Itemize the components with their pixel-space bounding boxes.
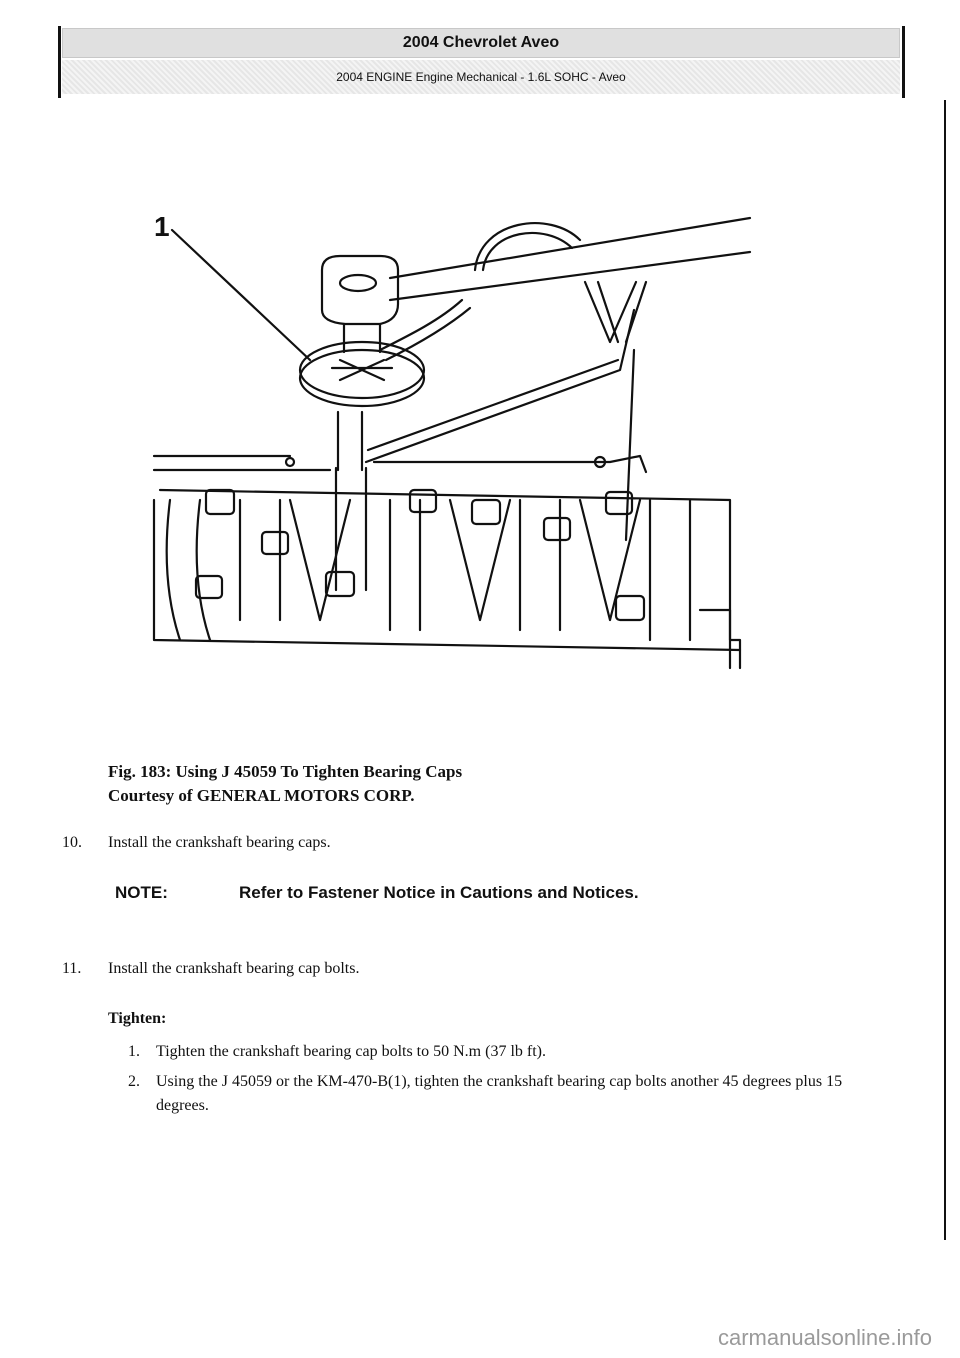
note-block xyxy=(115,880,699,905)
step-number: 10. xyxy=(62,834,82,851)
document-subtitle: 2004 ENGINE Engine Mechanical - 1.6L SOHC - Aveo xyxy=(62,60,900,94)
substep-text: Using the J 45059 or the KM-470-B(1), tighten the crankshaft bearing cap bolts another 45 degrees plus 15 degrees. xyxy=(156,1073,843,1114)
header-right-rule xyxy=(902,26,905,98)
watermark: carmanualsonline.info xyxy=(717,1325,932,1350)
figure-caption-title: Fig. 183: Using J 45059 To Tighten Bearing Caps xyxy=(108,762,463,781)
step-text: Install the crankshaft bearing cap bolts. xyxy=(108,960,360,977)
list-item xyxy=(128,1070,898,1118)
note-label: NOTE: xyxy=(115,883,168,902)
substep-number: 1. xyxy=(128,1043,140,1060)
figure-caption xyxy=(108,760,462,808)
page-right-rule xyxy=(944,100,946,1240)
step-number: 11. xyxy=(62,960,82,977)
crankshaft-bearing-drawing xyxy=(140,200,760,680)
step-item xyxy=(62,834,331,852)
header-left-rule xyxy=(58,26,61,98)
list-item xyxy=(128,1040,898,1064)
substep-number: 2. xyxy=(128,1073,140,1090)
step-text: Install the crankshaft bearing caps. xyxy=(108,834,331,851)
tighten-label: Tighten: xyxy=(108,1010,167,1027)
note-text: Refer to Fastener Notice in Cautions and Notices. xyxy=(239,883,639,902)
callout-number: 1 xyxy=(154,211,170,242)
tighten-steps xyxy=(128,1040,898,1124)
figure-caption-credit: Courtesy of GENERAL MOTORS CORP. xyxy=(108,786,415,805)
substep-text: Tighten the crankshaft bearing cap bolts to 50 N.m (37 lb ft). xyxy=(156,1043,546,1060)
page-header xyxy=(62,28,900,96)
step-item xyxy=(62,960,359,978)
document-title: 2004 Chevrolet Aveo xyxy=(62,28,900,58)
engine-illustration xyxy=(140,200,760,680)
